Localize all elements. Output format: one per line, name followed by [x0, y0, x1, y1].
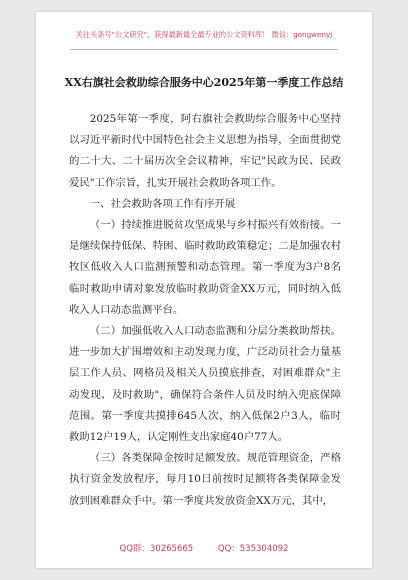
document-page [36, 12, 372, 568]
footer-qq-group: QQ群：30265665 [119, 544, 194, 554]
paragraph-intro: 2025年第一季度，阿右旗社会救助综合服务中心坚持以习近平新时代中国特色社会主义思想为指导，全面贯彻党的二十大、二十届历次全会议精神，牢记"民政为民、民政爱民"工作宗旨，扎实开展社会救助各项工作。 [69, 113, 341, 189]
footer-contact [36, 542, 372, 554]
section-heading: 一、社会救助各项工作有序开展 [89, 197, 236, 210]
footer-qq: QQ：535304092 [217, 544, 289, 554]
header-note: 关注头条号"公文研究"，获得最新最全最专业的公文资料库！ 微信：gongwenyj [75, 30, 333, 39]
document-body [69, 109, 341, 512]
paragraph-item-3: （三）各类保障金按时足额发放。规范管理资金，严格执行资金发放程序，每月10日前按时足额将各类保障金发放到困难群众手中。第一季度共发放资金XX万元，其中， [69, 452, 341, 507]
document-title: XX右旗社会救助综合服务中心2025年第一季度工作总结 [64, 76, 344, 89]
paragraph-item-1: （一）持续推进脱贫攻坚成果与乡村振兴有效衔接。一是继续保持低保、特困、临时救助政策稳定；二是加强农村牧区低收入人口监测预警和动态管理。第一季度为3户8名临时救助申请对象发放临时救助资金XX万元，同时纳入低收入人口动态监测平台。 [69, 219, 341, 316]
header-divider [70, 49, 338, 50]
paragraph-item-2: （二）加强低收入人口动态监测和分层分类救助帮扶。进一步加大扩围增效和主动发现力度，广泛动员社会力量基层工作人员、网格员及相关人员摸底排查，对困难群众"主动发现、及时救助"，确保符合条件人员及时纳入兜底保障范围。第一季度共摸排645人次，纳入低保2户3人，临时救助12户19人，认定刚性支出家庭40户77人。 [69, 325, 341, 444]
